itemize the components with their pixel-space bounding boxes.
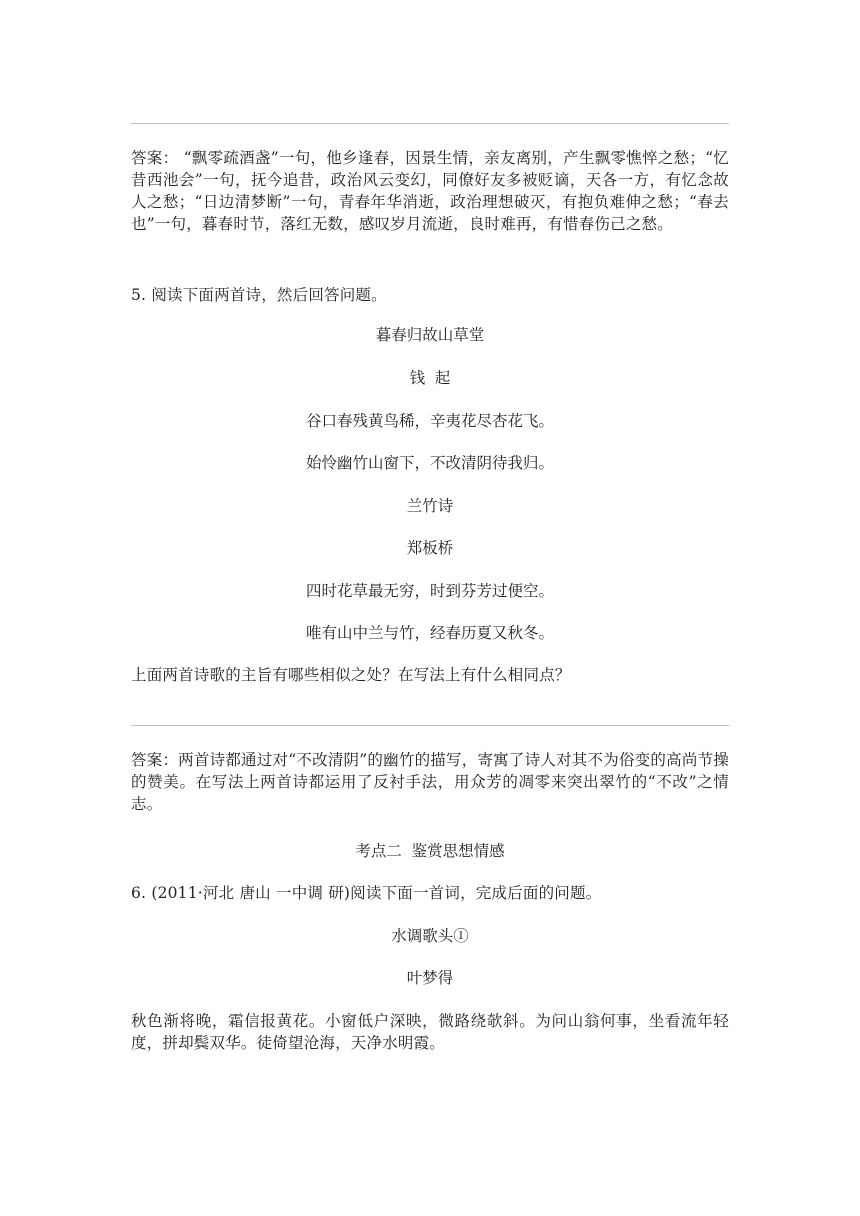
q4-answer: 答案： “飘零疏酒盏”一句，他乡逢春，因景生情，亲友离别，产生飘零憔悴之愁；“忆昔西池会”一句，抚今追昔，政治风云变幻，同僚好友多被贬谪，天各一方，有忆念故人之愁；“日边清梦断”一句，青春年华消逝，政治理想破灭，有抱负难伸之愁；“春去也”一句，暮春时节，落红无数，感叹岁月流逝，良时难再，有惜春伤己之愁。 [131,149,729,233]
poem2-title: 兰竹诗 [406,497,454,515]
poem1-author: 钱 起 [409,369,451,387]
poem1-line2: 始怜幽竹山窗下，不改清阴待我归。 [305,454,554,472]
section-title: 考点二 鉴赏思想情感 [355,842,505,860]
q5-answer: 答案：两首诗都通过对“不改清阴”的幽竹的描写，寄寓了诗人对其不为俗变的高尚节操的赞美。在写法上两首诗都运用了反衬手法，用众芳的凋零来突出翠竹的“不改”之情志。 [131,751,729,813]
poem2-author: 郑板桥 [406,539,454,557]
q5-question: 上面两首诗歌的主旨有哪些相似之处？在写法上有什么相同点？ [131,666,571,684]
poem2-line2: 唯有山中兰与竹，经春历夏又秋冬。 [305,624,554,642]
q6-stem: 6. (2011·河北 唐山 一中调 研)阅读下面一首词，完成后面的问题。 [131,884,602,902]
q6-poem-author: 叶梦得 [406,969,454,987]
poem1-line1: 谷口春残黄鸟稀，辛夷花尽杏花飞。 [305,412,554,430]
q5-stem: 5. 阅读下面两首诗，然后回答问题。 [131,286,387,304]
q6-poem-title: 水调歌头① [391,927,469,945]
poem1-title: 暮春归故山草堂 [375,326,485,344]
answer-line-divider [131,725,729,726]
poem2-line1: 四时花草最无穷，时到芬芳过便空。 [305,582,554,600]
q6-poem-text: 秋色渐将晚，霜信报黄花。小窗低户深映，微路绕欹斜。为问山翁何事，坐看流年轻度，拼却鬓双华。徒倚望沧海，天净水明霞。 [131,1012,729,1052]
answer-line-divider [131,123,729,124]
